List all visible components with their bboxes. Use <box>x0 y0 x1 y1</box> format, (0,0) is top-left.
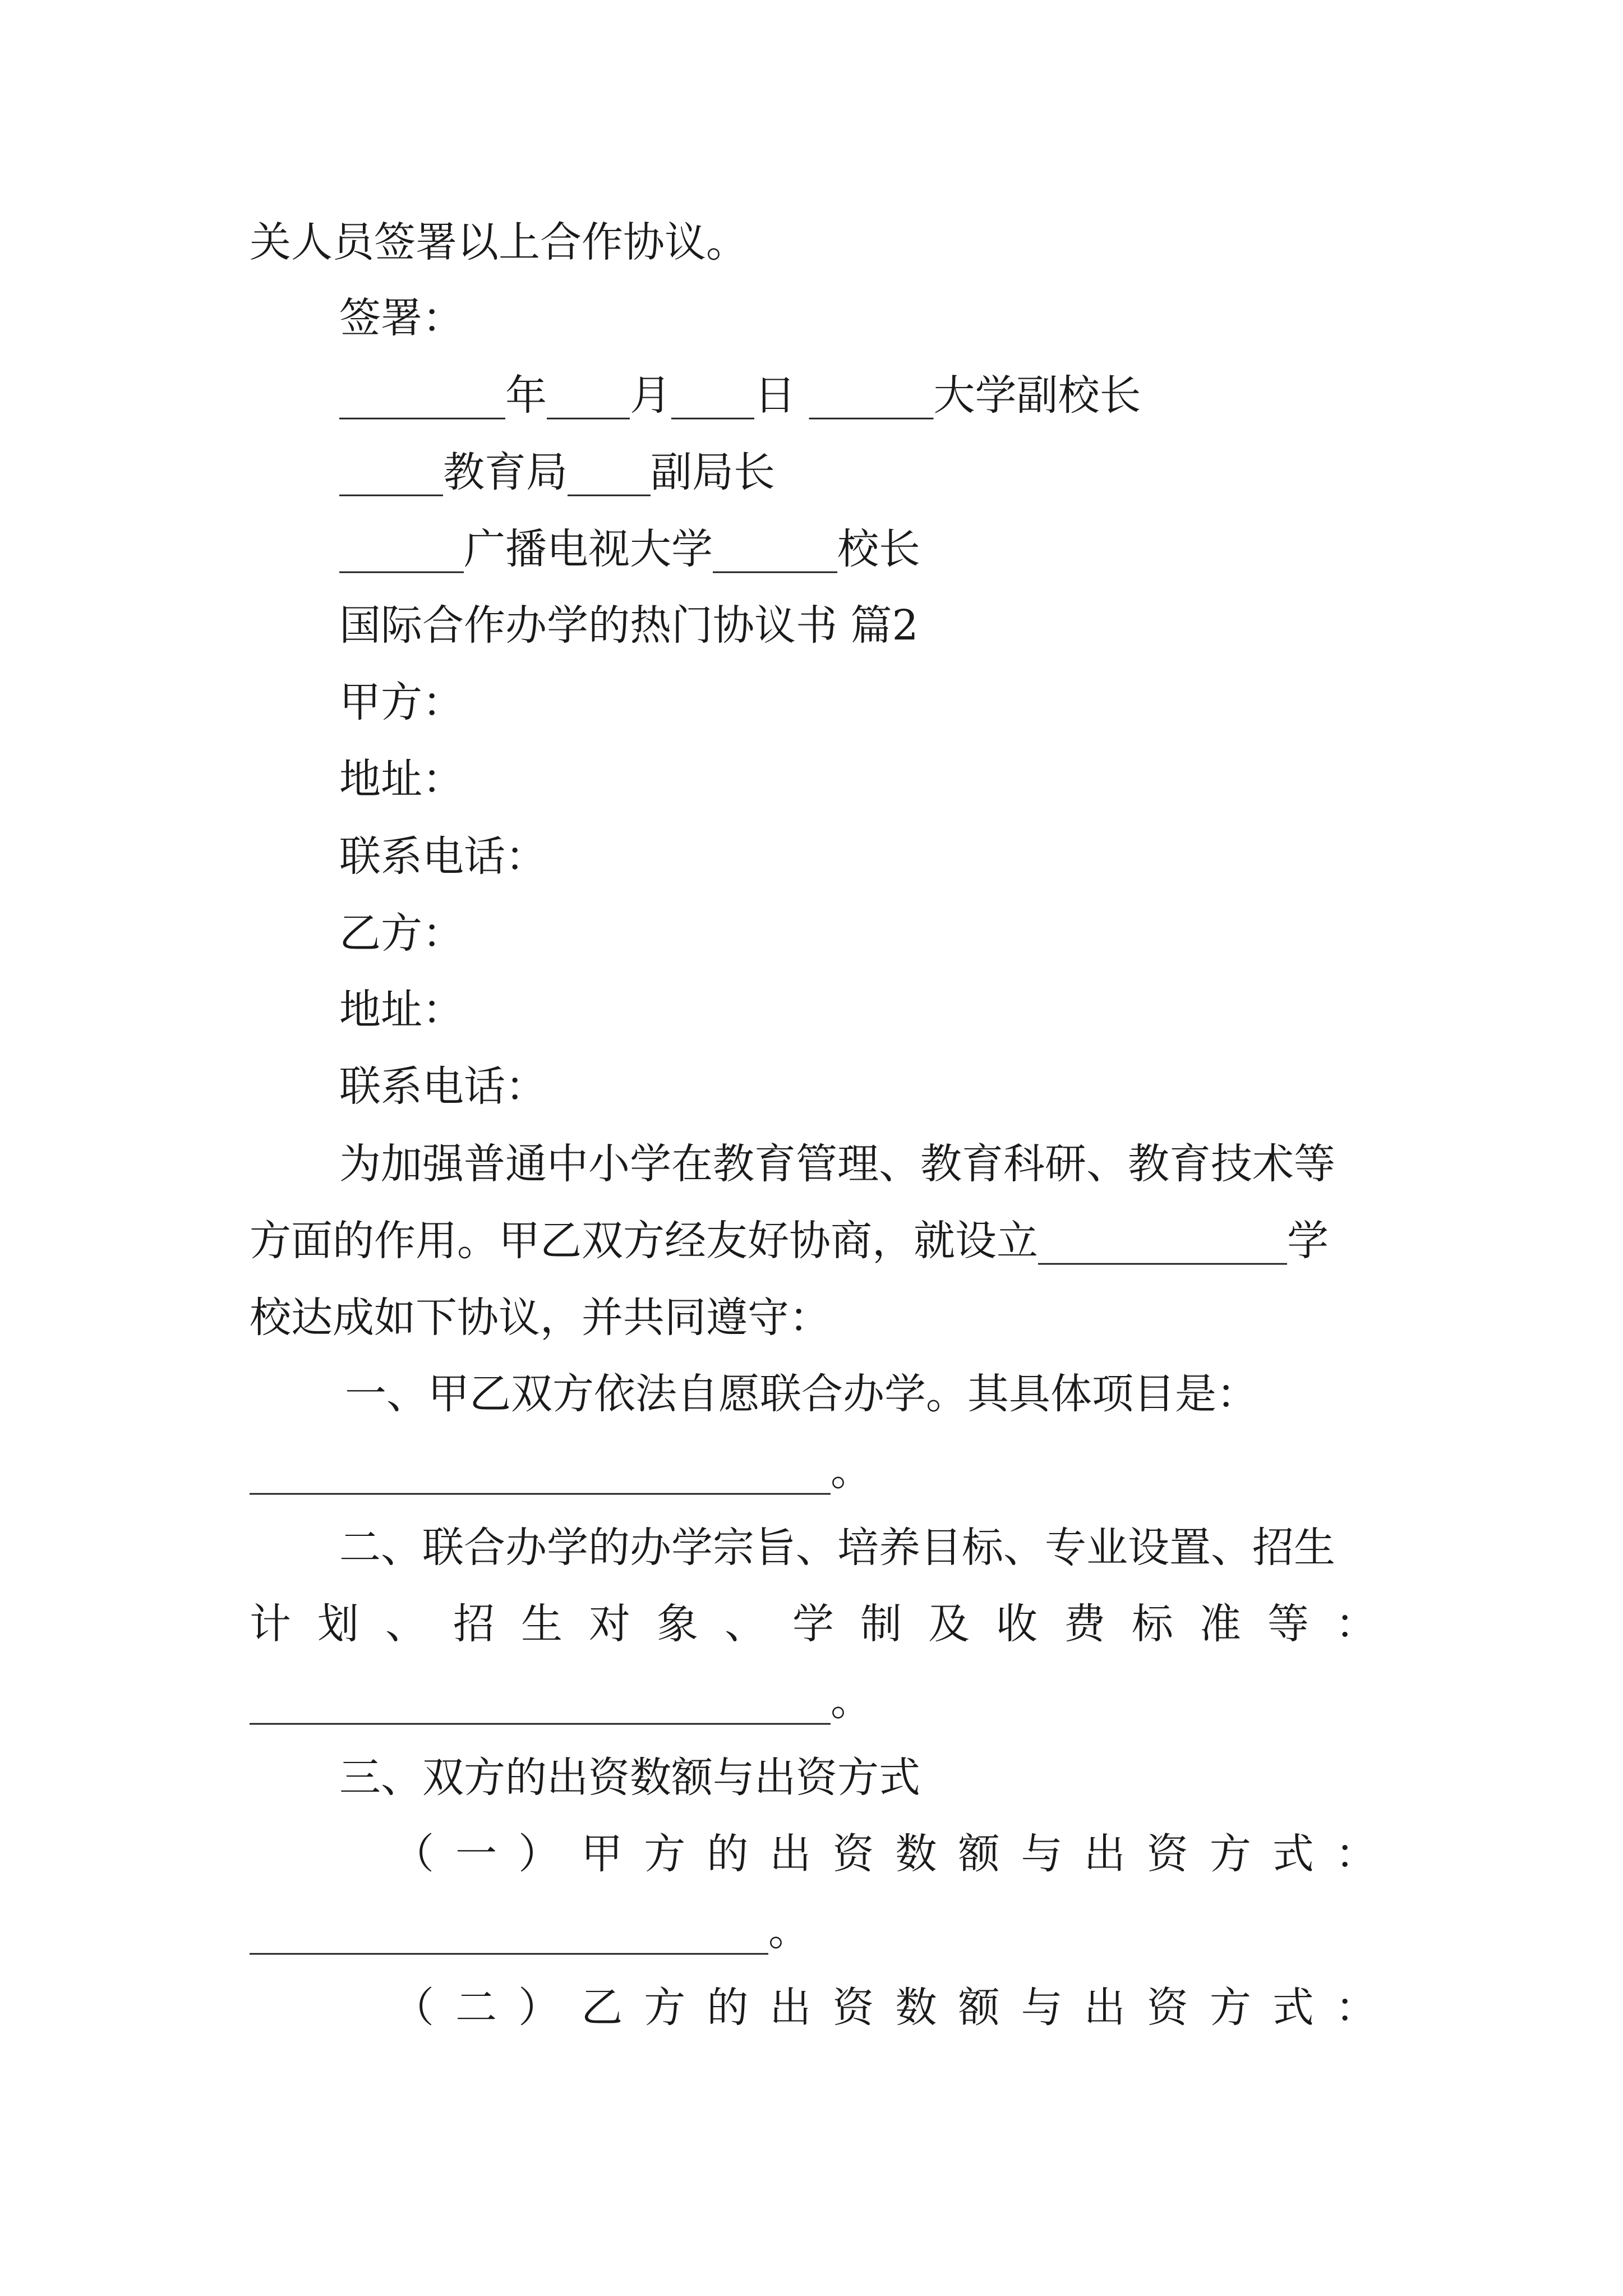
signature-line-education-bureau: _____教育局____副局长 <box>339 448 775 496</box>
clause-3-heading: 三、双方的出资数额与出资方式 <box>339 1754 920 1802</box>
text-line-continuation: 关人员签署以上合作协议。 <box>250 218 748 266</box>
signature-line-tv-university: ______广播电视大学______校长 <box>339 525 920 573</box>
clause-2-blank: ____________________________。 <box>250 1677 872 1725</box>
party-a-phone-label: 联系电话： <box>339 832 547 881</box>
preamble-line-3: 校达成如下协议，并共同遵守： <box>250 1294 831 1342</box>
preamble-line-2: 方面的作用。甲乙双方经友好协商，就设立____________学 <box>250 1217 1329 1265</box>
clause-1-blank: ____________________________。 <box>250 1447 872 1495</box>
clause-3-item-1-blank: _________________________。 <box>250 1907 810 1955</box>
clause-2-text-line-1: 二、联合办学的办学宗旨、培养目标、专业设置、招生 <box>339 1524 1335 1572</box>
party-b-label: 乙方： <box>339 909 464 958</box>
party-b-phone-label: 联系电话： <box>339 1062 547 1111</box>
party-a-address-label: 地址： <box>339 755 464 803</box>
section-title: 国际合作办学的热门协议书 篇2 <box>339 601 919 650</box>
party-a-label: 甲方： <box>339 678 464 726</box>
clause-3-item-2: （二）乙方的出资数额与出资方式： <box>393 1984 1377 2032</box>
party-b-address-label: 地址： <box>339 986 464 1034</box>
clause-2-text-line-2: 计划、招生对象、学制及收费标准等： <box>250 1600 1377 1648</box>
clause-1-text: 一、甲乙双方依法自愿联合办学。其具体项目是： <box>345 1370 1258 1418</box>
clause-3-item-1: （一）甲方的出资数额与出资方式： <box>393 1830 1377 1878</box>
signature-heading: 签署： <box>339 294 464 342</box>
preamble-line-1: 为加强普通中小学在教育管理、教育科研、教育技术等 <box>339 1140 1335 1188</box>
signature-line-date-university: ________年____月____日 ______大学副校长 <box>339 371 1141 420</box>
